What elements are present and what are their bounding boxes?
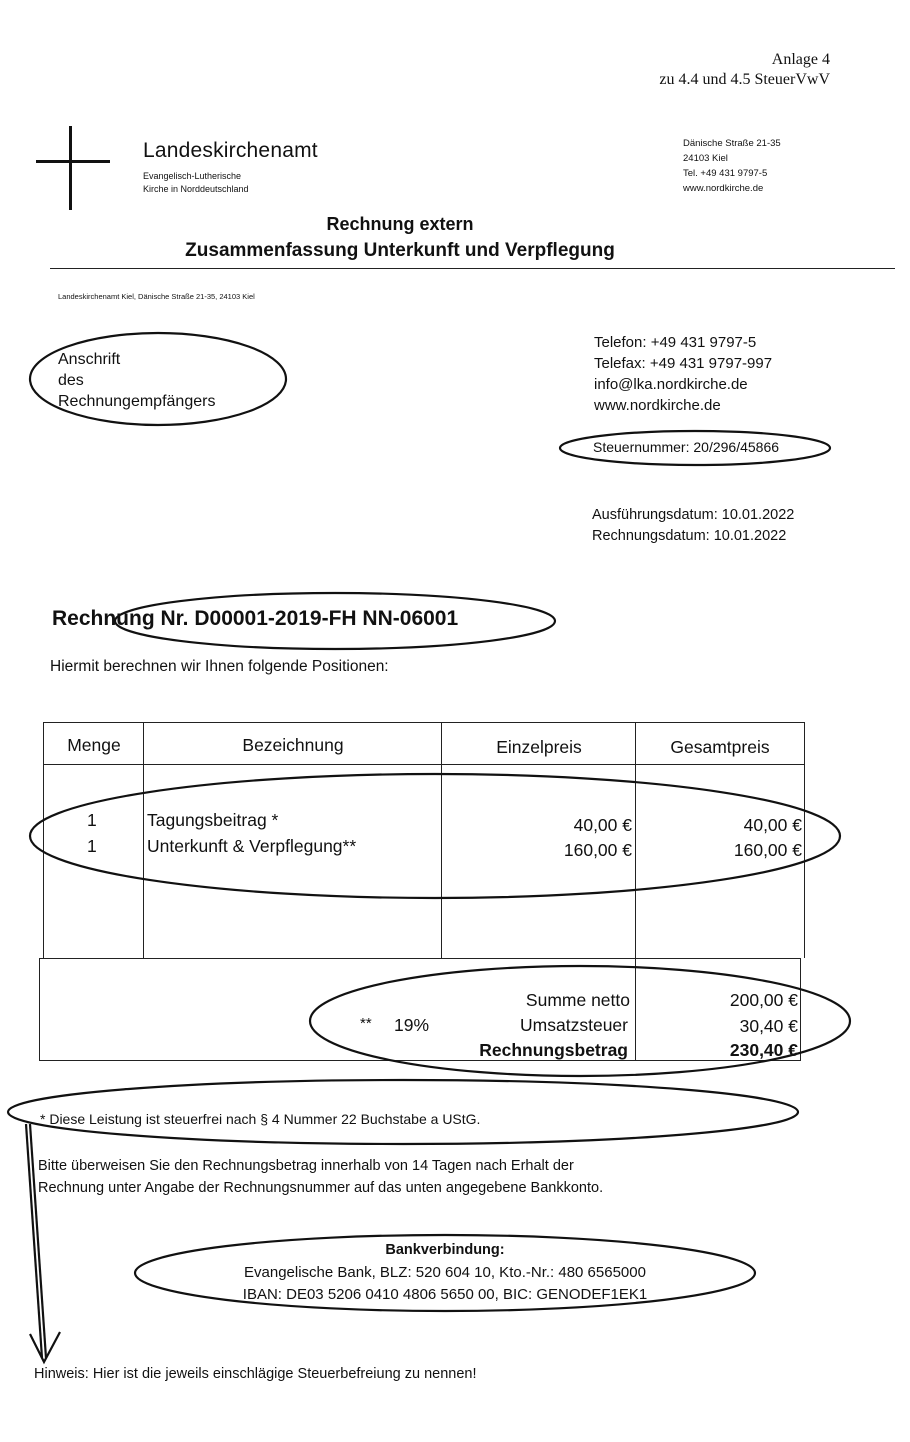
sender-address-line: 24103 Kiel xyxy=(683,153,728,164)
tax-number: Steuernummer: 20/296/45866 xyxy=(593,439,780,455)
row-total-price: 40,00 € xyxy=(743,815,802,835)
annex-line-2: zu 4.4 und 4.5 SteuerVwV xyxy=(659,71,830,88)
row-description: Tagungsbeitrag * xyxy=(147,810,279,830)
header-description: Bezeichnung xyxy=(242,735,344,755)
contact-email: info@lka.nordkirche.de xyxy=(594,376,748,393)
arrow-shaft xyxy=(26,1124,42,1358)
org-name: Landeskirchenamt xyxy=(143,139,318,162)
document-subtitle: Zusammenfassung Unterkunft und Verpflegung xyxy=(185,240,615,261)
vat-label: Umsatzsteuer xyxy=(520,1015,628,1035)
vat-marker: ** xyxy=(360,1015,372,1032)
bank-line-2: IBAN: DE03 5206 0410 4806 5650 00, BIC: GENODEF1EK1 xyxy=(242,1286,648,1303)
sender-return-line: Landeskirchenamt Kiel, Dänische Straße 21-35, 24103 Kiel xyxy=(58,292,255,301)
hint-text: Hinweis: Hier ist die jeweils einschlägige Steuerbefreiung zu nennen! xyxy=(34,1366,477,1382)
contact-fax: Telefax: +49 431 9797-997 xyxy=(594,355,773,372)
annex-line-1: Anlage 4 xyxy=(771,51,830,68)
footnote-ellipse xyxy=(8,1080,798,1144)
bank-line-1: Evangelische Bank, BLZ: 520 604 10, Kto.-Nr.: 480 6565000 xyxy=(244,1264,646,1281)
header-total-price: Gesamtpreis xyxy=(670,737,770,757)
bank-ellipse xyxy=(135,1235,755,1311)
org-subtitle-1: Evangelisch-Lutherische xyxy=(143,171,242,181)
row-unit-price: 40,00 € xyxy=(573,815,632,835)
line-items-ellipse xyxy=(30,774,840,898)
row-qty: 1 xyxy=(87,810,97,830)
intro-text: Hiermit berechnen wir Ihnen folgende Positionen: xyxy=(50,658,389,675)
payment-line: Bitte überweisen Sie den Rechnungsbetrag innerhalb von 14 Tagen nach Erhalt der xyxy=(38,1158,574,1174)
tax-exemption-footnote: * Diese Leistung ist steuerfrei nach § 4 Nummer 22 Buchstabe a UStG. xyxy=(40,1111,481,1127)
row-qty: 1 xyxy=(87,836,97,856)
row-description: Unterkunft & Verpflegung** xyxy=(147,836,357,856)
recipient-line: Rechnungempfängers xyxy=(58,393,216,410)
invoice-date: Rechnungsdatum: 10.01.2022 xyxy=(592,528,787,544)
header-qty: Menge xyxy=(67,735,121,755)
contact-phone: Telefon: +49 431 9797-5 xyxy=(594,334,757,351)
row-total-price: 160,00 € xyxy=(733,840,802,860)
bank-heading: Bankverbindung: xyxy=(385,1242,505,1258)
row-unit-price: 160,00 € xyxy=(563,840,632,860)
header-unit-price: Einzelpreis xyxy=(496,737,582,757)
summary-ellipse xyxy=(310,966,850,1076)
document-title: Rechnung extern xyxy=(326,214,474,234)
invoice-number-ellipse xyxy=(115,593,555,649)
sender-address-line: www.nordkirche.de xyxy=(683,183,764,194)
recipient-ellipse xyxy=(30,333,286,425)
total-value: 230,40 € xyxy=(729,1040,798,1060)
payment-line: Rechnung unter Angabe der Rechnungsnummer auf das unten angegebene Bankkonto. xyxy=(38,1180,604,1196)
execution-date: Ausführungsdatum: 10.01.2022 xyxy=(592,507,795,523)
sender-address-line: Tel. +49 431 9797-5 xyxy=(683,168,768,179)
arrow-shaft-2 xyxy=(30,1124,46,1358)
net-value: 200,00 € xyxy=(729,990,798,1010)
sender-address-line: Dänische Straße 21-35 xyxy=(683,138,781,149)
org-subtitle-2: Kirche in Norddeutschland xyxy=(143,184,249,194)
contact-website: www.nordkirche.de xyxy=(594,397,721,414)
recipient-line: des xyxy=(58,372,84,389)
tax-number-ellipse xyxy=(560,431,830,465)
total-label: Rechnungsbetrag xyxy=(479,1040,628,1060)
vat-value: 30,40 € xyxy=(739,1016,798,1036)
vat-rate: 19% xyxy=(394,1015,430,1035)
recipient-line: Anschrift xyxy=(58,351,121,368)
invoice-number: Rechnung Nr. D00001-2019-FH NN-06001 xyxy=(52,607,459,630)
net-label: Summe netto xyxy=(525,990,630,1010)
